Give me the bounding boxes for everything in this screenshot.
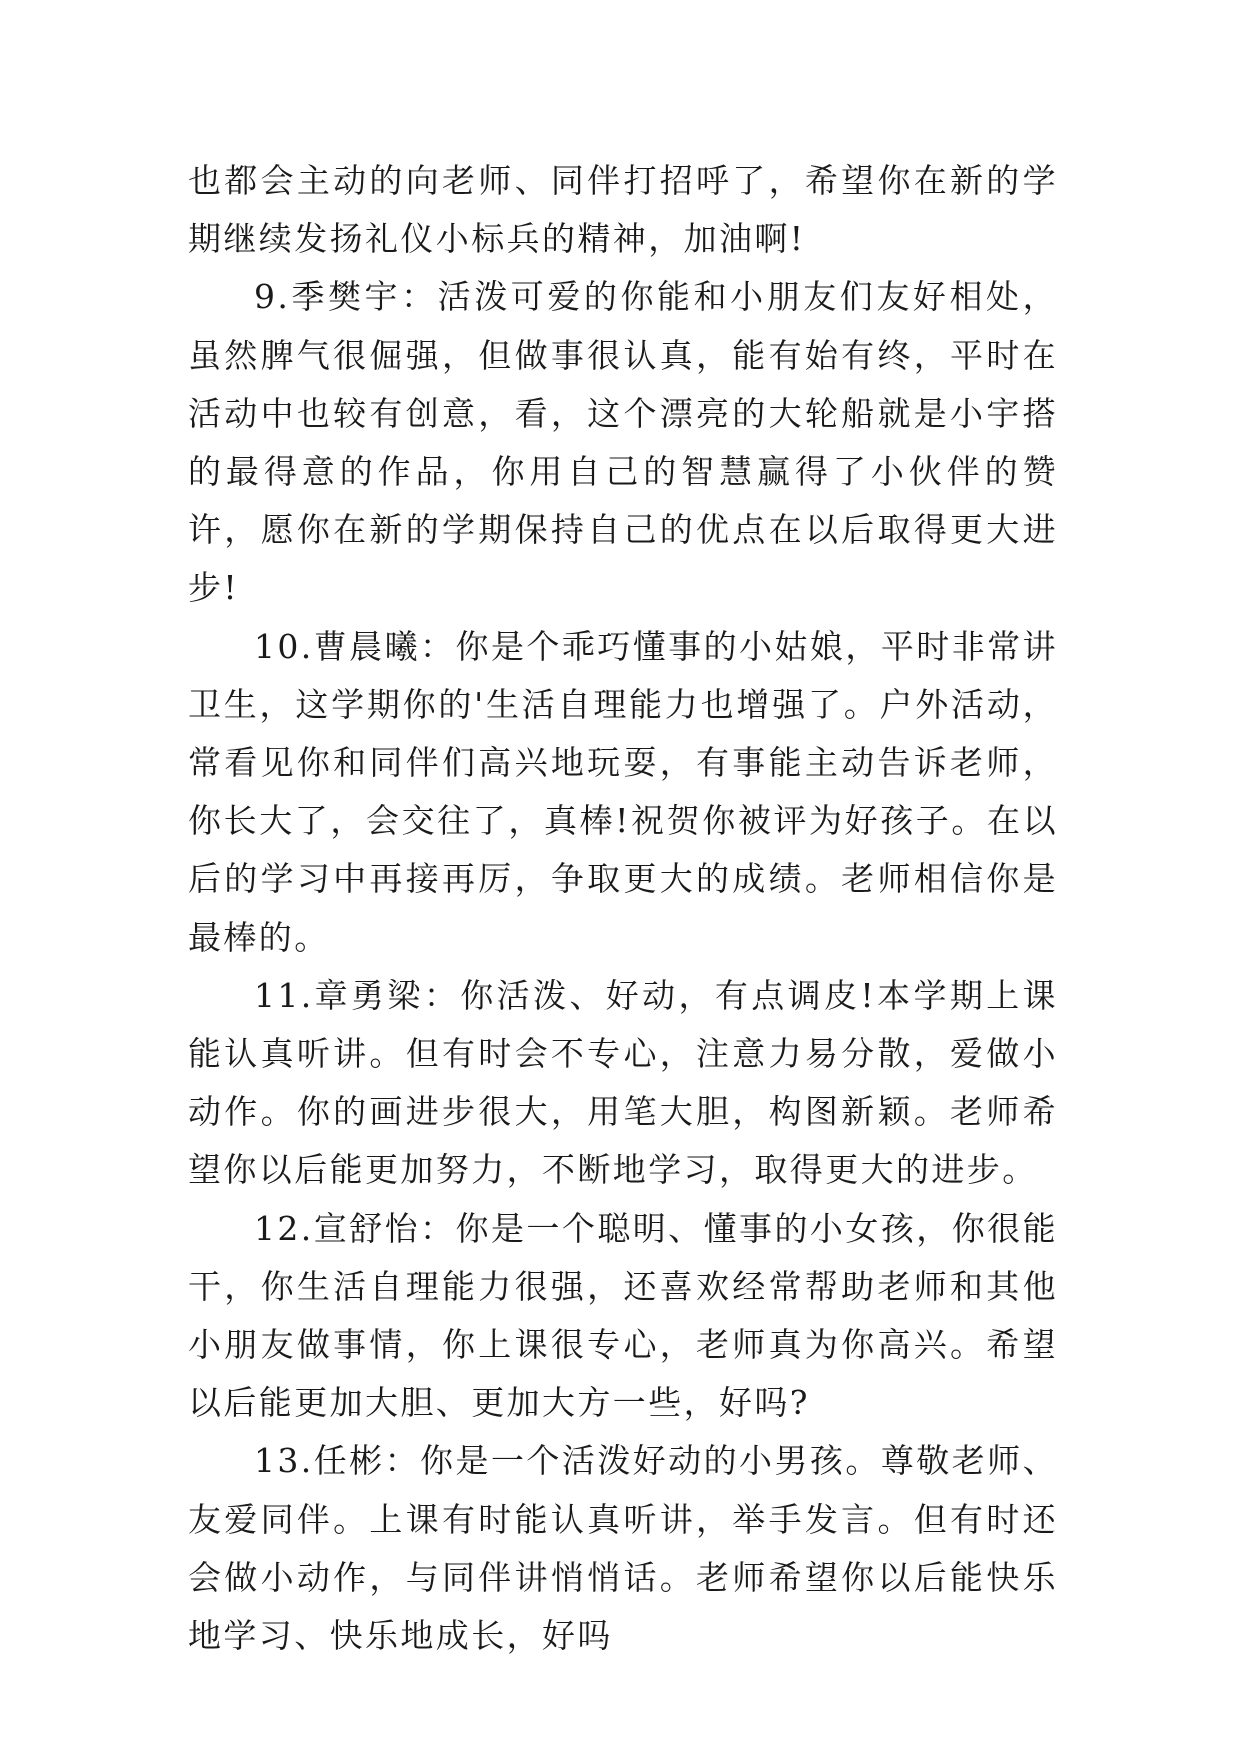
paragraph-comment-12: 12.宣舒怡：你是一个聪明、懂事的小女孩，你很能干，你生活自理能力很强，还喜欢经常帮助老师和其他小朋友做事情，你上课很专心，老师真为你高兴。希望以后能更加大胆、更加大方一些，好吗? bbox=[188, 1208, 1058, 1423]
paragraph-comment-10: 10.曹晨曦：你是个乖巧懂事的小姑娘，平时非常讲卫生，这学期你的'生活自理能力也增强了。户外活动，常看见你和同伴们高兴地玩耍，有事能主动告诉老师，你长大了，会交往了，真棒!祝贺你被评为好孩子。在以后的学习中再接再厉，争取更大的成绩。老师相信你是最棒的。 bbox=[188, 626, 1058, 957]
paragraph-comment-11: 11.章勇梁：你活泼、好动，有点调皮!本学期上课能认真听讲。但有时会不专心，注意力易分散，爱做小动作。你的画进步很大，用笔大胆，构图新颖。老师希望你以后能更加努力，不断地学习，取得更大的进步。 bbox=[188, 975, 1058, 1190]
paragraph-continuation: 也都会主动的向老师、同伴打招呼了，希望你在新的学期继续发扬礼仪小标兵的精神，加油啊! bbox=[188, 161, 1058, 259]
document-page bbox=[188, 152, 1058, 1665]
paragraph-comment-13: 13.任彬：你是一个活泼好动的小男孩。尊敬老师、友爱同伴。上课有时能认真听讲，举手发言。但有时还会做小动作，与同伴讲悄悄话。老师希望你以后能快乐地学习、快乐地成长，好吗 bbox=[188, 1441, 1058, 1656]
paragraph-comment-9: 9.季樊宇：活泼可爱的你能和小朋友们友好相处，虽然脾气很倔强，但做事很认真，能有始有终，平时在活动中也较有创意，看，这个漂亮的大轮船就是小宇搭的最得意的作品，你用自己的智慧赢得了小伙伴的赞许，愿你在新的学期保持自己的优点在以后取得更大进步! bbox=[188, 277, 1058, 608]
